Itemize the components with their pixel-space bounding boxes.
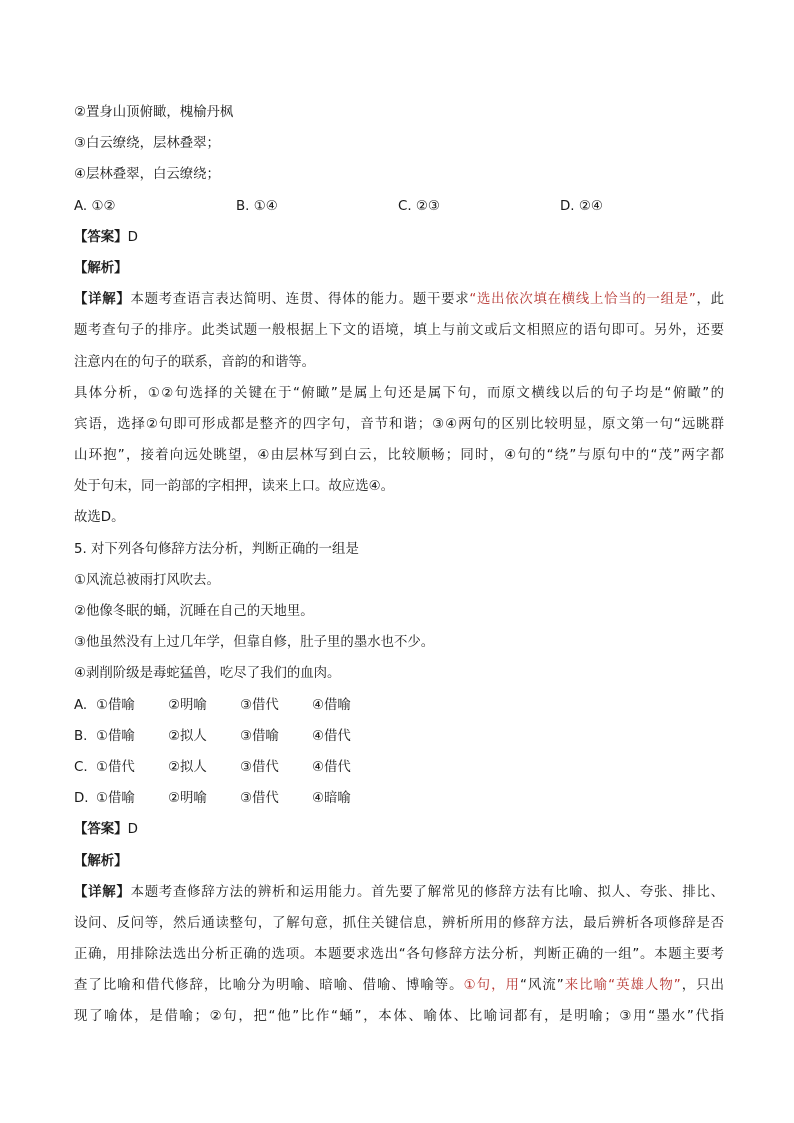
option-item: ③借代 [240,697,279,713]
option-label: B. [74,728,88,744]
option-item: ③借代 [240,791,279,807]
q5-sentence-list [74,565,724,690]
q4-option-d: D. ②④ [560,198,603,214]
q4-option-a: A. ①② [74,198,116,214]
q4-specific-line: 处于句末，同一韵部的字相押，读来上口。故应选④。 [74,479,394,495]
q4-specific-line: 宾语，选择②句即可形成都是整齐的四字句，音节和谐；③④两句的区别比较明显，原文第一句“远眺群 [74,416,724,432]
q4-options [74,191,724,222]
text-run: ，只出 [680,978,724,994]
text-run: 本题考查修辞方法的辨析和运用能力。首先要了解常见的修辞方法有比喻、拟人、夸张、排比、 [130,884,724,900]
option-item: ①借喻 [96,728,135,744]
option-item: ④借代 [312,759,351,775]
q5-detail-line-1 [74,877,724,908]
text-run: 本题考查语言表达简明、连贯、得体的能力。题干要求 [130,292,470,308]
q5-stem: 5. 对下列各句修辞方法分析，判断正确的一组是 [74,541,359,557]
text-run: 注意内在的句子的联系，音韵的和谐等。 [74,354,316,370]
option-item: ①借喻 [96,697,135,713]
option-item: ①借喻 [96,791,135,807]
option-item: ④暗喻 [312,791,351,807]
q4-analysis-heading [74,253,724,284]
option-label: C. [74,759,88,775]
q5-detail-line-3 [74,939,724,970]
text-run: “风流” [519,978,564,994]
option-item: ②明喻 [168,697,207,713]
text-run: 查了比喻和借代修辞，比喻分为明喻、暗喻、借喻、博喻等。 [74,978,464,994]
text-run: 正确，用排除法选出分析正确的选项。本题要求选出“各句修辞方法分析，判断正确的一组”。本题主要考 [74,947,724,963]
option-item: ②拟人 [168,759,207,775]
q4-specific-line: 山环抱”，接着向远处眺望，④由层林写到白云，比较顺畅；同时，④句的“绕”与原句中的“茂”两字都 [74,448,724,464]
option-item: ②拟人 [168,728,207,744]
highlighted-text: “英雄人物” [608,978,681,994]
highlighted-text: 来比喻 [563,978,609,994]
q4-answer-value: D [127,229,138,245]
q4-analysis-tag: 【解析】 [74,260,128,276]
q5-option-d [74,783,724,814]
q5-option-c [74,752,724,783]
q4-detail-line-2 [74,315,724,346]
q5-detail-line-4 [74,970,724,1001]
option-item: ④借喻 [312,697,351,713]
q4-answer-tag: 【答案】 [74,229,128,245]
q4-option-b: B. ①④ [236,198,278,214]
text-run: ，此 [695,292,724,308]
q4-item: ③白云缭绕，层林叠翠； [74,136,220,152]
option-item: ③借代 [240,759,279,775]
q4-option-c: C. ②③ [398,198,440,214]
option-item: ③借喻 [240,728,279,744]
q4-item: ④层林叠翠，白云缭绕； [74,167,220,183]
q5-detail-line-2 [74,908,724,939]
q5-detail-tag: 【详解】 [74,884,131,900]
q5-sentence: ①风流总被雨打风吹去。 [74,572,220,588]
q5-option-b [74,721,724,752]
q4-detail-line-1 [74,284,724,315]
text-run: 设问、反问等，然后通读整句，了解句意，抓住关键信息，辨析所用的修辞方法，最后辨析各项修辞是否 [74,915,724,931]
highlighted-text: ①句，用 [463,978,520,994]
option-item: ①借代 [96,759,135,775]
q5-options [74,690,724,815]
q4-detail-tag: 【详解】 [74,292,131,308]
text-run: 题考查句子的排序。此类试题一般根据上下文的语境，填上与前文或后文相照应的语句即可。另外，还要 [74,323,724,339]
q4-detail-line-3 [74,347,724,378]
highlighted-text: “选出依次填在横线上恰当的一组是” [469,292,696,308]
q4-specific-line: 具体分析，①②句选择的关键在于“俯瞰”是属上句还是属下句，而原文横线以后的句子均是“俯瞰”的 [74,385,724,401]
q4-item-list [74,97,724,191]
q5-option-a [74,690,724,721]
q5-detail-paragraph [74,877,724,1033]
option-item: ②明喻 [168,791,207,807]
q4-item: ②置身山顶俯瞰，槐榆丹枫 [74,105,234,120]
q5-answer [74,814,724,845]
q4-conclusion: 故选D。 [74,510,125,526]
option-label: A. [74,697,88,713]
option-label: D. [74,791,89,807]
text-run: 现了喻体，是借喻；②句，把“他”比作“蛹”，本体、喻体、比喻词都有，是明喻；③用“墨水”代指 [74,1009,724,1025]
q4-specific-paragraph [74,378,724,503]
q5-answer-tag: 【答案】 [74,822,128,838]
q4-detail-paragraph [74,284,724,378]
q5-sentence: ②他像冬眠的蛹，沉睡在自己的天地里。 [74,604,314,619]
document-content [74,97,724,1033]
q4-answer [74,222,724,253]
q5-sentence: ③他虽然没有上过几年学，但靠自修，肚子里的墨水也不少。 [74,635,435,651]
q5-analysis-heading [74,846,724,877]
q5-analysis-tag: 【解析】 [74,853,128,869]
q5-sentence: ④剥削阶级是毒蛇猛兽，吃尽了我们的血肉。 [74,666,341,682]
q5-detail-line-5 [74,1001,724,1032]
q5-answer-value: D [127,822,138,838]
option-item: ④借代 [312,728,351,744]
